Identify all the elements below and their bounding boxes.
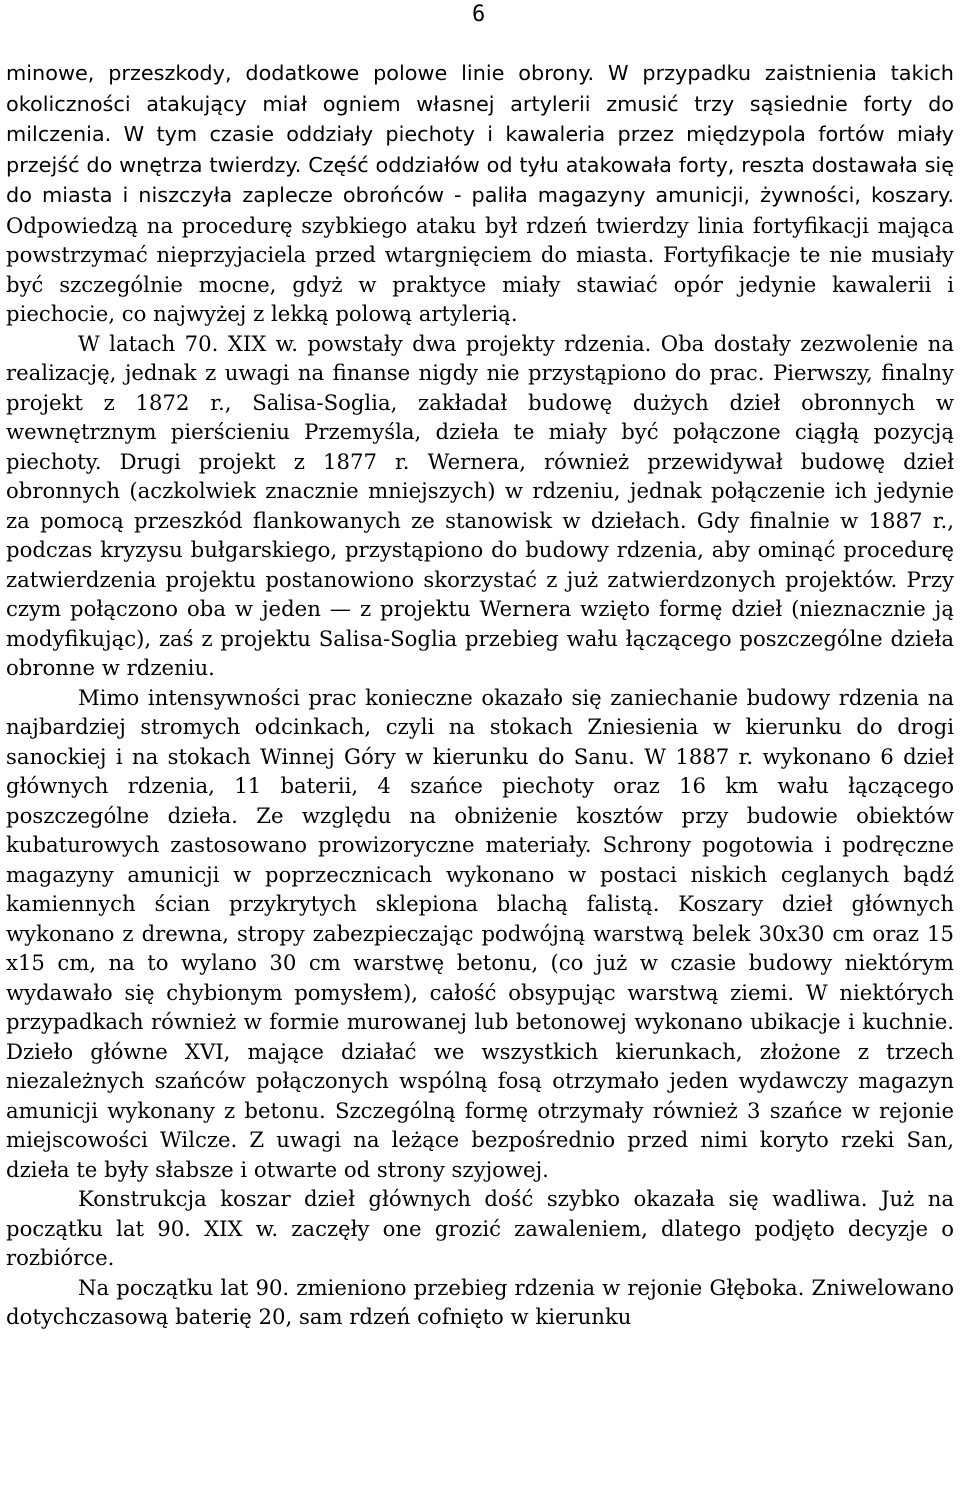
paragraph-4 xyxy=(6,1184,954,1273)
paragraph-5 xyxy=(6,1273,954,1332)
text-segment: W latach 70. XIX w. powstały dwa projekty rdzenia. Oba dostały zezwolenie na realizację, jednak z uwagi na finanse nigdy nie przystąpiono do prac. Pierwszy, finalny projekt z 1872 r., Salisa-Soglia, zakładał budowę dużych dzieł obronnych w wewnętrznym pierścieniu Przemyśla, dzieła te miały być połączone ciągłą pozycją piechoty. Drugi projekt z 1877 r. Wernera, również przewidywał budowę dzieł obronnych (aczkolwiek znacznie mniejszych) w rdzeniu, jednak połączenie ich jedynie za pomocą przeszkód flankowanych ze stanowisk w dziełach. Gdy finalnie w 1887 r., podczas kryzysu bułgarskiego, przystąpiono do budowy rdzenia, aby ominąć procedurę zatwierdzenia projektu postanowiono skorzystać z już zatwierdzonych projektów. Przy czym połączono oba w jeden — z projektu Wernera wzięto formę dzieł (nieznacznie ją modyfikując), zaś z projektu Salisa-Soglia przebieg wału łączącego poszczególne dzieła obronne w rdzeniu. xyxy=(6,330,954,680)
page-number: 6 xyxy=(472,2,486,27)
text-segment: minowe, przeszkody, dodatkowe polowe linie obrony. W przypadku zaistnienia takich okoliczności atakujący miał ogniem własnej artylerii zmusić trzy sąsiednie forty do milczenia. W tym czasie oddziały piechoty i kawaleria przez międzypola fortów miały przejść do wnętrza twierdzy. Część oddziałów od tyłu atakowała forty, reszta dostawała się do miasta i niszczyła zaplecze obrońców - paliła magazyny amunicji, żywności, koszary. xyxy=(6,61,954,207)
text-segment: Konstrukcja koszar dzieł głównych dość szybko okazała się wadliwa. Już na początku lat 90. XIX w. zaczęły one grozić zawaleniem, dlatego podjęto decyzje o rozbiórce. xyxy=(6,1186,954,1270)
text-segment: Na początku lat 90. zmieniono przebieg rdzenia w rejonie Głęboka. Zniwelowano dotychczasową baterię 20, sam rdzeń cofnięto w kierunku xyxy=(6,1274,954,1329)
text-segment: Odpowiedzą na procedurę szybkiego ataku był rdzeń twierdzy linia fortyfikacji mająca powstrzymać nieprzyjaciela przed wtargnięciem do miasta. Fortyfikacje te nie musiały być szczególnie mocne, gdyż w praktyce miały stawiać opór jedynie kawalerii i piechocie, co najwyżej z lekką polową artylerią. xyxy=(6,212,954,326)
text-segment: Mimo intensywności prac konieczne okazało się zaniechanie budowy rdzenia na najbardziej stromych odcinkach, czyli na stokach Zniesienia w kierunku do drogi sanockiej i na stokach Winnej Góry w kierunku do Sanu. W 1887 r. wykonano 6 dzieł głównych rdzenia, 11 baterii, 4 szańce piechoty oraz 16 km wału łączącego poszczególne dzieła. Ze względu na obniżenie kosztów przy budowie obiektów kubaturowych zastosowano prowizoryczne materiały. Schrony pogotowia i podręczne magazyny amunicji w poprzecznicach wykonano w postaci niskich ceglanych bądź kamiennych ścian przykrytych sklepiona blachą falistą. Koszary dzieł głównych wykonano z drewna, stropy zabezpieczając podwójną warstwą belek 30x30 cm oraz 15 x15 cm, na to wylano 30 cm warstwę betonu, (co już w czasie budowy niektórym wydawało się chybionym pomysłem), całość obsypując warstwą ziemi. W niektórych przypadkach również w formie murowanej lub betonowej wykonano ubikacje i kuchnie. Dzieło główne XVI, mające działać we wszystkich kierunkach, złożone z trzech niezależnych szańców połączonych wspólną fosą otrzymało jeden wydawczy magazyn amunicji wykonany z betonu. Szczególną formę otrzymały również 3 szańce w rejonie miejscowości Wilcze. Z uwagi na leżące bezpośrednio przed nimi koryto rzeki San, dzieła te były słabsze i otwarte od strony szyjowej. xyxy=(6,684,954,1182)
paragraph-1 xyxy=(6,58,954,329)
paragraph-2 xyxy=(6,329,954,683)
document-body xyxy=(6,58,954,1332)
paragraph-3 xyxy=(6,683,954,1185)
